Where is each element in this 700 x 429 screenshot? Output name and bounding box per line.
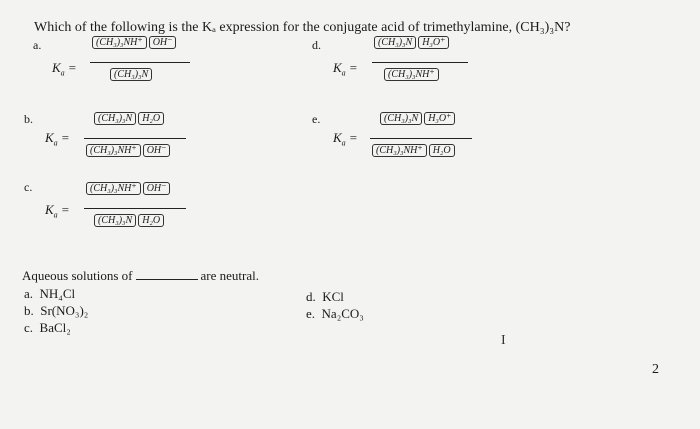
answer-blank[interactable] xyxy=(136,279,198,280)
term-hydronium: H₃O⁺ xyxy=(418,36,449,49)
q2-option-a[interactable]: a. NH₄Cl xyxy=(24,286,76,301)
term-hydronium: H₃O⁺ xyxy=(424,112,455,125)
option-d-fraction[interactable] xyxy=(372,36,468,92)
term-water: H₂O xyxy=(138,112,164,125)
q2-option-b[interactable]: b. Sr(NO₃)₂ xyxy=(24,303,89,318)
option-e-fraction[interactable] xyxy=(370,112,472,168)
term-conj-acid: (CH₃)₃NH⁺ xyxy=(372,144,427,157)
term-conj-acid: (CH₃)₃NH⁺ xyxy=(86,144,141,157)
term-conj-acid: (CH₃)₃NH⁺ xyxy=(384,68,439,81)
term-base: (CH₃)₃N xyxy=(374,36,416,49)
option-a-label: a. xyxy=(33,38,42,52)
term-base: (CH₃)₃N xyxy=(94,214,136,227)
option-a-fraction[interactable] xyxy=(90,36,190,92)
option-c-ka: $K_a$ = xyxy=(45,202,70,220)
term-conj-acid: (CH₃)₃NH⁺ xyxy=(86,182,141,195)
q2-option-d[interactable]: d. KCl xyxy=(306,289,344,304)
option-d-label: d. xyxy=(312,38,321,52)
option-e-label: e. xyxy=(312,112,321,126)
q2-option-c[interactable]: c. BaCl₂ xyxy=(24,320,71,335)
term-hydroxide: OH⁻ xyxy=(143,144,171,157)
term-conj-acid: (CH₃)₃NH⁺ xyxy=(92,36,147,49)
term-base: (CH₃)₃N xyxy=(110,68,152,81)
option-e-ka: $K_a$ = xyxy=(333,130,358,148)
term-base: (CH₃)₃N xyxy=(94,112,136,125)
option-a-ka: $K_a$ = xyxy=(52,60,77,78)
I-beam-cursor-icon: I xyxy=(501,333,506,348)
option-c-label: c. xyxy=(24,180,33,194)
option-c-fraction[interactable] xyxy=(84,182,186,238)
q2-option-e[interactable]: e. Na₂CO₃ xyxy=(306,306,364,321)
term-hydroxide: OH⁻ xyxy=(143,182,171,195)
page-number: 2 xyxy=(652,362,659,377)
question-2-prompt: Aqueous solutions of are neutral. xyxy=(22,268,259,283)
term-hydroxide: OH⁻ xyxy=(149,36,177,49)
term-base: (CH₃)₃N xyxy=(380,112,422,125)
term-water: H₂O xyxy=(138,214,164,227)
option-b-fraction[interactable] xyxy=(84,112,186,168)
option-d-ka: $K_a$ = xyxy=(333,60,358,78)
option-b-label: b. xyxy=(24,112,33,126)
question-1-prompt: Which of the following is the Kₐ expression for the conjugate acid of trimethylamine, (CH₃)₃N? xyxy=(34,20,571,35)
term-water: H₂O xyxy=(429,144,455,157)
option-b-ka: $K_a$ = xyxy=(45,130,70,148)
